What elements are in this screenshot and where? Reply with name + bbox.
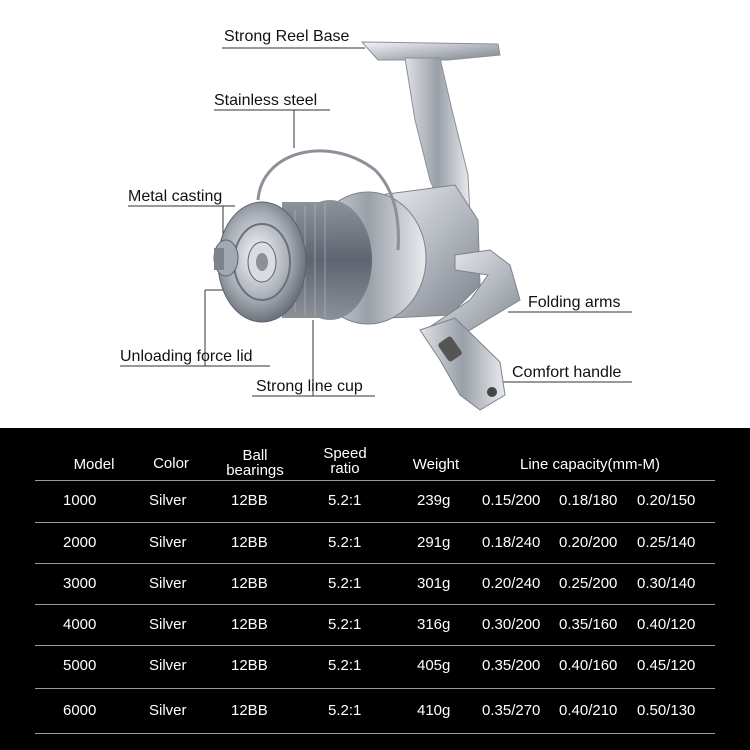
- cell-color: Silver: [149, 575, 187, 592]
- row-divider: [35, 688, 715, 689]
- table-row: [35, 563, 715, 605]
- cell-bearings: 12BB: [231, 657, 268, 674]
- cell-capacity-2: 0.18/180: [559, 492, 618, 509]
- cell-ratio: 5.2:1: [328, 657, 362, 674]
- cell-bearings: 12BB: [231, 534, 268, 551]
- cell-capacity-2: 0.35/160: [559, 616, 618, 633]
- cell-ratio: 5.2:1: [328, 575, 362, 592]
- cell-ratio: 5.2:1: [328, 492, 362, 509]
- table-row: [35, 480, 715, 522]
- cell-weight: 291g: [417, 534, 451, 551]
- table-row: [35, 645, 715, 687]
- cell-model: 2000: [63, 534, 97, 551]
- cell-color: Silver: [149, 616, 187, 633]
- spec-table: [0, 428, 750, 750]
- cell-model: 1000: [63, 492, 97, 509]
- label-metal-casting: Metal casting: [128, 188, 223, 205]
- header-speed-line2: ratio: [330, 460, 360, 477]
- cell-weight: 239g: [417, 492, 451, 509]
- cell-capacity-2: 0.40/210: [559, 702, 618, 719]
- header-ball-line2: bearings: [226, 462, 284, 479]
- reel-foot: [362, 42, 500, 60]
- cell-capacity-3: 0.45/120: [637, 657, 696, 674]
- cell-capacity-3: 0.30/140: [637, 575, 696, 592]
- cell-color: Silver: [149, 657, 187, 674]
- cell-bearings: 12BB: [231, 492, 268, 509]
- table-row: [35, 604, 715, 646]
- cell-bearings: 12BB: [231, 575, 268, 592]
- row-divider: [35, 733, 715, 734]
- cell-weight: 405g: [417, 657, 451, 674]
- cell-ratio: 5.2:1: [328, 702, 362, 719]
- cell-capacity-1: 0.35/200: [482, 657, 541, 674]
- header-line-capacity: Line capacity(mm-M): [519, 456, 661, 473]
- cell-capacity-3: 0.50/130: [637, 702, 696, 719]
- cell-capacity-3: 0.40/120: [637, 616, 696, 633]
- cell-weight: 316g: [417, 616, 451, 633]
- cell-model: 6000: [63, 702, 97, 719]
- cell-model: 3000: [63, 575, 97, 592]
- header-weight: Weight: [412, 456, 460, 473]
- cell-capacity-2: 0.40/160: [559, 657, 618, 674]
- header-speed-ratio: [315, 446, 375, 476]
- header-ball-bearings: [220, 448, 290, 478]
- header-ball-line1: Ball: [242, 447, 268, 464]
- label-unloading-force-lid: Unloading force lid: [120, 348, 253, 365]
- label-strong-line-cup: Strong line cup: [256, 378, 363, 395]
- cell-capacity-3: 0.20/150: [637, 492, 696, 509]
- table-row: [35, 690, 715, 732]
- cell-capacity-1: 0.30/200: [482, 616, 541, 633]
- cell-weight: 410g: [417, 702, 451, 719]
- label-folding-arms: Folding arms: [528, 294, 621, 311]
- cell-bearings: 12BB: [231, 702, 268, 719]
- cell-ratio: 5.2:1: [328, 534, 362, 551]
- cell-color: Silver: [149, 534, 187, 551]
- cell-bearings: 12BB: [231, 616, 268, 633]
- cell-ratio: 5.2:1: [328, 616, 362, 633]
- label-comfort-handle: Comfort handle: [512, 364, 622, 381]
- cell-weight: 301g: [417, 575, 451, 592]
- cell-capacity-3: 0.25/140: [637, 534, 696, 551]
- header-model: Model: [73, 456, 115, 473]
- cell-capacity-1: 0.20/240: [482, 575, 541, 592]
- cell-capacity-1: 0.35/270: [482, 702, 541, 719]
- cell-capacity-1: 0.15/200: [482, 492, 541, 509]
- header-speed-line1: Speed: [323, 445, 367, 462]
- cell-model: 4000: [63, 616, 97, 633]
- table-row: [35, 522, 715, 564]
- cell-color: Silver: [149, 492, 187, 509]
- cell-color: Silver: [149, 702, 187, 719]
- header-color: Color: [153, 455, 189, 472]
- label-stainless-steel: Stainless steel: [214, 92, 318, 109]
- cell-capacity-2: 0.20/200: [559, 534, 618, 551]
- label-strong-reel-base: Strong Reel Base: [224, 28, 350, 45]
- cell-model: 5000: [63, 657, 97, 674]
- cell-capacity-2: 0.25/200: [559, 575, 618, 592]
- cell-capacity-1: 0.18/240: [482, 534, 541, 551]
